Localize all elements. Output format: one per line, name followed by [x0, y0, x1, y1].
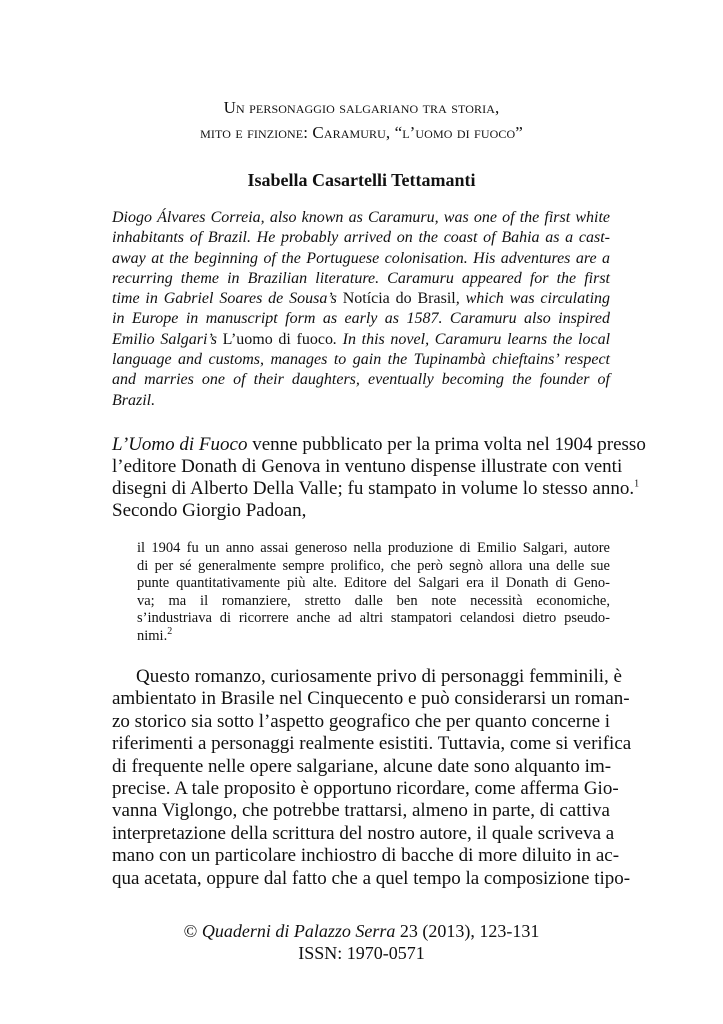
paragraph-line: Secondo Giorgio Padoan, [112, 500, 307, 521]
book-title: L’Uomo di Fuoco [112, 434, 248, 455]
page-footer [0, 920, 723, 964]
copyright-symbol: © [183, 921, 202, 941]
paragraph-line: zo storico sia sotto l’aspetto geografico che per quanto concerne i [112, 710, 611, 732]
paragraph-1 [112, 434, 646, 522]
footnote-ref-2[interactable]: 2 [167, 626, 173, 638]
book-title-noticia: Notícia do Brasil [342, 290, 456, 308]
paragraph-line [112, 434, 646, 456]
paragraph-text: disegni di Alberto Della Valle; fu stampato in volume lo stesso anno. [112, 478, 635, 499]
paragraph-line: di frequente nelle opere salgariane, alcune date sono alquanto im- [112, 755, 612, 777]
abstract-line [112, 289, 610, 309]
paragraph-line: riferimenti a personaggi realmente esistiti. Tuttavia, come si verifica [112, 733, 632, 755]
paragraph-line [112, 478, 640, 500]
citation-details: 23 (2013), 123-131 [395, 921, 540, 941]
abstract-text: time in Gabriel Soares de Sousa’s [112, 290, 343, 308]
abstract-line: recurring theme in Brazilian literature. Caramuru appeared for the first [112, 269, 610, 287]
paragraph-line: ambientato in Brasile nel Cinquecento e può considerarsi un roman- [112, 688, 630, 710]
paragraph-line: qua acetata, oppure dal fatto che a quel tempo la composizione tipo- [112, 867, 631, 889]
abstract [112, 208, 610, 411]
paragraph-line: Questo romanzo, curiosamente privo di personaggi femminili, è [136, 666, 622, 687]
abstract-line: inhabitants of Brazil. He probably arrived on the coast of Bahia as a cast- [112, 229, 610, 247]
abstract-text: . In this novel, Caramuru learns the local [332, 330, 611, 348]
abstract-line: Diogo Álvares Correia, also known as Caramuru, was one of the first white [112, 209, 610, 226]
quote-line: va; ma il romanziere, stretto dalle ben note necessità economiche, [137, 592, 610, 609]
abstract-line: and marries one of their daughters, eventually becoming the founder of [112, 371, 610, 389]
paragraph-line: interpretazione della scrittura del nostro autore, il quale scriveva a [112, 822, 615, 844]
abstract-text: Emilio Salgari’s [112, 330, 223, 348]
abstract-line: language and customs, manages to gain the Tupinambà chieftains’ respect [112, 351, 610, 369]
author-name: Isabella Casartelli Tettamanti [247, 170, 476, 190]
quote-line: punte quantitativamente più alte. Editore del Salgari era il Donath di Geno- [137, 575, 610, 592]
paragraph-line: vanna Viglongo, che potrebbe trattarsi, almeno in parte, di cattiva [112, 800, 610, 822]
quote-line [137, 628, 610, 646]
book-title-uomo-di-fuoco: L’uomo di fuoco [222, 330, 333, 348]
abstract-line [112, 330, 610, 350]
quote-line: s’industriava di ricorrere anche ad altri stampatori celandosi dietro pseudo- [137, 610, 610, 627]
quote-line: il 1904 fu un anno assai generoso nella produzione di Emilio Salgari, autore [137, 540, 610, 556]
quote-line: di per sé generalmente sempre prolifico, che però segnò allora una delle sue [137, 557, 610, 574]
article-title [0, 95, 723, 145]
abstract-text: , which was circulating [455, 290, 611, 308]
abstract-line: in Europe in manuscript form as early as 1587. Caramuru also inspired [112, 310, 610, 328]
paragraph-line: mano con un particolare inchiostro di bacche di more diluito in ac- [112, 845, 620, 867]
issn: ISSN: 1970-0571 [298, 943, 425, 963]
block-quote [137, 540, 610, 646]
footnote-ref-1[interactable]: 1 [634, 478, 640, 490]
abstract-line: away at the beginning of the Portuguese colonisation. His adventures are a [112, 249, 610, 267]
abstract-line: Brazil. [112, 391, 156, 409]
quote-text: nimi. [137, 627, 168, 644]
journal-name: Quaderni di Palazzo Serra [201, 921, 396, 941]
citation-line [0, 920, 723, 942]
paragraph-text: venne pubblicato per la prima volta nel 1904 presso [247, 434, 646, 455]
paragraph-2 [112, 666, 632, 890]
paragraph-line: precise. A tale proposito è opportuno ricordare, come afferma Gio- [112, 778, 619, 800]
title-line-1: Un personaggio salgariano tra storia, [223, 98, 500, 117]
paragraph-line: l’editore Donath di Genova in ventuno dispense illustrate con venti [112, 456, 623, 477]
title-line-2: mito e finzione: Caramuru, “l’uomo di fuoco” [200, 123, 523, 142]
